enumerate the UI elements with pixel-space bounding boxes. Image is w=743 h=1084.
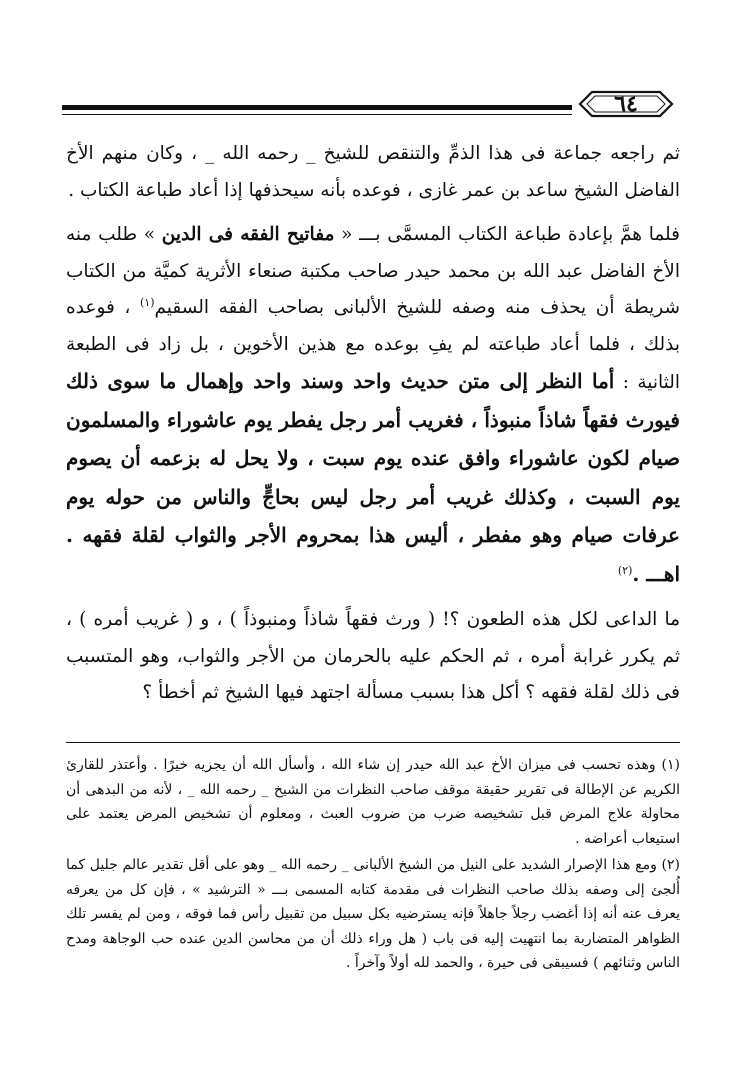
paragraph-1: ثم راجعه جماعة فى هذا الذمِّ والتنقص للشيخ _ رحمه الله _ ، وكان منهم الأخ الفاضل الشيخ ساعد بن عمر غازى ، فوعده بأنه سيحذفها إذا أعاد طباعة الكتاب . xyxy=(66,143,680,201)
footnote-1: (١) وهذه تحسب فى ميزان الأخ عبد الله حيدر إن شاء الله ، وأسأل الله أن يجزيه خيرًا . وأعتذر للقارئ الكريم عن الإطالة فى تقرير حقيقة موقف صاحب النظرات من الشيخ _ رحمه الله _ ، لأنه من البدهى أن محاولة علاج المرض قبل تشخيصه ضرب من ضروب العبث ، ومعلوم أن تشخيص المرض يعتمد على استيعاب أعراضه . xyxy=(66,757,680,847)
paragraph-2-start: فلما همَّ بإعادة طباعة الكتاب المسمَّى بـــ « xyxy=(334,224,680,245)
paragraph-2-mid: » طلب منه الأخ الفاضل عبد الله بن محمد حيدر صاحب مكتبة صنعاء الأثرية كميَّة من الكتاب شريطة أن يحذف منه وصفه للشيخ الألبانى بصاحب الفقه السقيم xyxy=(66,224,680,318)
main-text xyxy=(66,136,680,712)
paragraph-2 xyxy=(66,217,680,594)
page-header xyxy=(62,83,682,127)
footnotes xyxy=(66,753,680,976)
footnote-2: (٢) ومع هذا الإصرار الشديد على النيل من الشيخ الألبانى _ رحمه الله _ وهو على أقل تقدير عالم جليل كما أُلجئ إلى وصفه بذلك صاحب النظرات فى مقدمة كتابه المسمى بـــ « الترشيد » ، فإن كل من يعرفه يعرف عنه أنه إذا أغضب رجلاً جاهلاً فإنه يسترضيه بكل سبيل من تقبيل رأس فما فوقه ، ومن لم يفسر تلك الظواهر المتضاربة بما انتهيت إليه فى باب ( هل وراء ذلك أن من محاسن الدين عنده حب الوجاهة ومدح الناس وثنائهم ) فسيبقى فى حيرة ، والحمد لله أولاً وآخراً . xyxy=(66,857,680,971)
book-title: مفاتيح الفقه فى الدين xyxy=(161,224,335,245)
paragraph-2-end: ، فوعده بذلك ، فلما أعاد طباعته لم يفِ بوعده مع هذين الأخوين ، بل زاد فى الطبعة الثانية : xyxy=(66,297,680,393)
paragraph-3: ما الداعى لكل هذه الطعون ؟! ( ورث فقهاً شاذاً ومنبوذاً ) ، و ( غريب أمره ) ، ثم يكرر غرابة أمره ، ثم الحكم عليه بالحرمان من الأجر والثواب، وهو المتسبب فى ذلك لقلة فقهه ؟ أكل هذا بسبب مسألة اجتهد فيها الشيخ ثم أخطأ ؟ xyxy=(66,609,680,703)
footnote-ref-2: (٢) xyxy=(617,563,633,577)
bold-quotation: أما النظر إلى متن حديث واحد وسند واحد وإهمال ما سوى ذلك فيورث فقهاً شاذاً منبوذاً ، فغريب أمر رجل يفطر يوم عاشوراء والمسلمون صيام لكون عاشوراء وافق عنده يوم سبت ، ولا يحل له بزعمه أن يصوم يوم السبت ، وكذلك غريب أمر رجل ليس بحاجٍّ والناس من حوله يوم عرفات صيام وهو مفطر ، أليس هذا بمحروم الأجر والثواب لقلة فقهه . اهـــ . xyxy=(66,369,680,586)
footnote-separator xyxy=(66,742,680,743)
page-number-frame xyxy=(578,89,674,119)
footnote-ref-1: (١) xyxy=(139,295,155,309)
header-rule-thin xyxy=(62,114,572,115)
page-number: ٦٤ xyxy=(614,91,638,117)
header-rule-thick xyxy=(62,105,572,110)
